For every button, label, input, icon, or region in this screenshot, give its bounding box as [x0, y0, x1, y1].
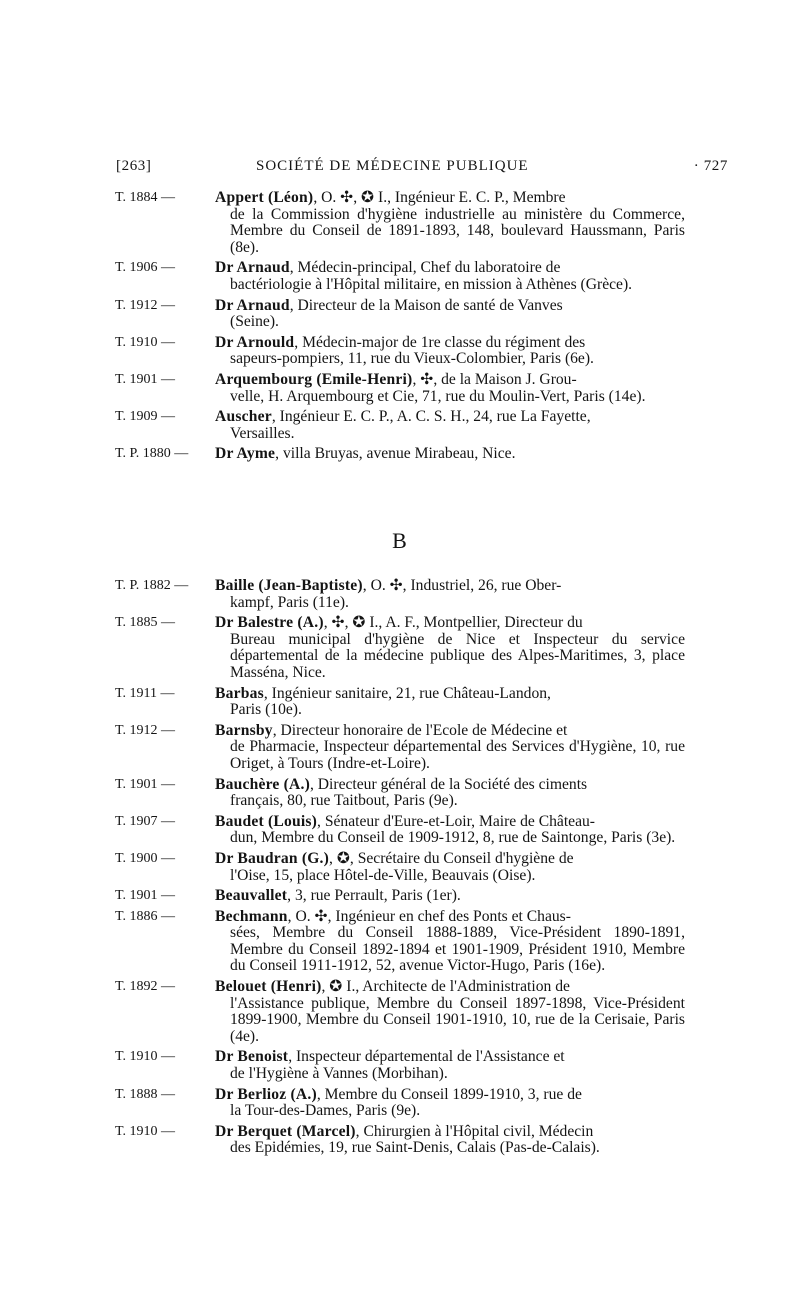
entry-continuation: Versailles. [230, 424, 295, 442]
entry-details: , Directeur de la Maison de santé de Vanves [289, 296, 563, 314]
entry-first-line [215, 1049, 685, 1066]
entry-first-line [215, 979, 685, 996]
member-list-b [115, 578, 685, 1161]
entry-continuation: de la Commission d'hygiène industrielle au ministère du Commerce, Membre du Conseil de 1891-1893, 148, boulevard Haussmann, Paris (8e). [230, 205, 685, 256]
entry-first-line [215, 888, 685, 905]
entry-first-line [215, 578, 685, 595]
entry-first-line [215, 298, 685, 315]
entry-details: , O. ✣, Industriel, 26, rue Ober- [362, 577, 562, 594]
entry-continuation: la Tour-des-Dames, Paris (9e). [230, 1102, 421, 1120]
entry-details: , Ingénieur sanitaire, 21, rue Château-Landon, [263, 684, 551, 702]
entry-first-line [215, 909, 685, 926]
entry-first-line [215, 777, 685, 794]
entry-details: , O. ✣, ✪ I., Ingénieur E. C. P., Membre [313, 189, 566, 206]
entry-details: , 3, rue Perrault, Paris (1er). [287, 887, 461, 905]
member-entry [115, 298, 685, 331]
member-name: Dr Arnaud [215, 296, 290, 314]
membership-code: T. 1910 — [115, 1049, 176, 1065]
membership-code: T. 1901 — [115, 888, 176, 904]
entry-details: , Directeur honoraire de l'Ecole de Médecine et [272, 721, 568, 739]
entry-details: , Inspecteur départemental de l'Assistance et [288, 1048, 565, 1066]
entry-details: , ✣, ✪ I., A. F., Montpellier, Directeur du [323, 614, 583, 632]
member-entry [115, 814, 685, 847]
member-name: Arquembourg (Emile-Henri) [215, 370, 413, 388]
member-entry [115, 578, 685, 611]
entry-first-line [215, 335, 685, 352]
member-name: Dr Benoist [215, 1048, 289, 1066]
entry-continuation: de Pharmacie, Inspecteur départemental des Services d'Hygiène, 10, rue Origet, à Tours (Indre-et-Loire). [230, 738, 685, 772]
membership-code: T. 1901 — [115, 776, 176, 792]
membership-code: T. 1912 — [115, 722, 176, 738]
member-name: Auscher [215, 408, 272, 426]
member-entry [115, 909, 685, 975]
member-name: Dr Balestre (A.) [215, 614, 324, 632]
member-entry [115, 615, 685, 681]
membership-code: T. 1892 — [115, 979, 176, 995]
entry-continuation: sapeurs-pompiers, 11, rue du Vieux-Colombier, Paris (6e). [230, 350, 594, 368]
member-entry [115, 260, 685, 293]
membership-code: T. P. 1880 — [115, 446, 189, 462]
entry-details: , Membre du Conseil 1899-1910, 3, rue de [316, 1085, 582, 1103]
member-name: Dr Berlioz (A.) [215, 1085, 317, 1103]
entry-continuation: l'Oise, 15, place Hôtel-de-Ville, Beauvais (Oise). [230, 866, 536, 884]
entry-details: , ✣, de la Maison J. Grou- [412, 370, 577, 388]
member-entry [115, 190, 685, 256]
membership-code: T. 1900 — [115, 850, 176, 866]
membership-code: T. 1906 — [115, 260, 176, 276]
entry-details: , Médecin-major de 1re classe du régiment des [294, 333, 586, 351]
entry-continuation: dun, Membre du Conseil de 1909-1912, 8, rue de Saintonge, Paris (3e). [230, 829, 676, 847]
member-list-a [115, 190, 685, 467]
entry-details: , O. ✣, Ingénieur en chef des Ponts et Chaus- [287, 907, 571, 925]
member-entry [115, 409, 685, 442]
member-entry [115, 686, 685, 719]
entry-first-line [215, 446, 685, 463]
entry-first-line [215, 190, 685, 207]
entry-continuation: français, 80, rue Taitbout, Paris (9e). [230, 792, 458, 810]
entry-continuation: (Seine). [230, 313, 279, 331]
membership-code: T. 1911 — [115, 685, 175, 701]
entry-continuation: des Epidémies, 19, rue Saint-Denis, Calais (Pas-de-Calais). [230, 1139, 600, 1157]
member-entry [115, 979, 685, 1045]
entry-details: , ✪ I., Architecte de l'Administration de [321, 978, 570, 996]
entry-continuation: Bureau municipal d'hygiène de Nice et Inspecteur du service départemental de la médecine publique des Alpes-Maritimes, 3, place Masséna, Nice. [230, 630, 685, 681]
member-entry [115, 335, 685, 368]
member-name: Dr Arnaud [215, 259, 290, 277]
member-entry [115, 888, 685, 905]
section-letter: B [392, 528, 408, 553]
entry-details: , Médecin-principal, Chef du laboratoire de [289, 259, 561, 277]
entry-continuation: l'Assistance publique, Membre du Conseil 1897-1898, Vice-Président 1899-1900, Membre du Conseil 1901-1910, 10, rue de la Cerisaie, Paris (4e). [230, 994, 685, 1045]
entry-first-line [215, 372, 685, 389]
member-name: Barbas [215, 684, 264, 702]
entry-first-line [215, 723, 685, 740]
member-name: Bauchère (A.) [215, 775, 310, 793]
entry-details: , Chirurgien à l'Hôpital civil, Médecin [355, 1122, 594, 1140]
member-name: Baille (Jean-Baptiste) [215, 577, 363, 594]
entry-first-line [215, 814, 685, 831]
member-entry [115, 777, 685, 810]
member-name: Bechmann [215, 907, 288, 925]
entry-details: , villa Bruyas, avenue Mirabeau, Nice. [275, 445, 516, 463]
membership-code: T. 1901 — [115, 371, 176, 387]
entry-continuation: sées, Membre du Conseil 1888-1889, Vice-Président 1890-1891, Membre du Conseil 1892-1894 et 1901-1909, Président 1910, Membre du Conseil 1911-1912, 52, avenue Victor-Hugo, Paris (16e). [230, 924, 685, 975]
entry-details: , Directeur général de la Société des ciments [310, 775, 588, 793]
entry-first-line [215, 1087, 685, 1104]
member-name: Dr Arnould [215, 333, 295, 351]
membership-code: T. 1912 — [115, 297, 176, 313]
entry-continuation: de l'Hygiène à Vannes (Morbihan). [230, 1065, 448, 1083]
membership-code: T. 1909 — [115, 409, 176, 425]
membership-code: T. 1886 — [115, 908, 176, 924]
entry-details: , ✪, Secrétaire du Conseil d'hygiène de [329, 849, 574, 867]
page-bracket-number: [263] [116, 158, 152, 174]
entry-details: , Sénateur d'Eure-et-Loir, Maire de Château- [317, 812, 595, 830]
member-entry [115, 723, 685, 773]
membership-code: T. 1907 — [115, 813, 176, 829]
entry-continuation: velle, H. Arquembourg et Cie, 71, rue du Moulin-Vert, Paris (14e). [230, 387, 646, 405]
entry-first-line [215, 851, 685, 868]
member-entry [115, 446, 685, 463]
entry-first-line [215, 409, 685, 426]
membership-code: T. 1888 — [115, 1086, 176, 1102]
entry-first-line [215, 260, 685, 277]
entry-continuation: kampf, Paris (11e). [230, 593, 349, 611]
member-entry [115, 1087, 685, 1120]
membership-code: T. 1884 — [115, 190, 176, 205]
entry-first-line [215, 1124, 685, 1141]
member-name: Beauvallet [215, 887, 288, 905]
membership-code: T. P. 1882 — [115, 578, 189, 593]
membership-code: T. 1910 — [115, 1123, 176, 1139]
member-name: Barnsby [215, 721, 273, 739]
member-entry [115, 851, 685, 884]
membership-code: T. 1885 — [115, 615, 176, 631]
entry-first-line [215, 686, 685, 703]
membership-code: T. 1910 — [115, 334, 176, 350]
running-title: SOCIÉTÉ DE MÉDECINE PUBLIQUE [256, 158, 529, 174]
member-name: Dr Ayme [215, 445, 276, 463]
member-name: Dr Baudran (G.) [215, 849, 330, 867]
member-name: Baudet (Louis) [215, 812, 318, 830]
entry-first-line [215, 615, 685, 632]
page-number: · 727 [693, 158, 728, 174]
member-name: Belouet (Henri) [215, 978, 322, 996]
entry-continuation: bactériologie à l'Hôpital militaire, en mission à Athènes (Grèce). [230, 275, 633, 293]
member-entry [115, 1049, 685, 1082]
member-entry [115, 1124, 685, 1157]
entry-continuation: Paris (10e). [230, 701, 302, 719]
member-name: Dr Berquet (Marcel) [215, 1122, 356, 1140]
entry-details: , Ingénieur E. C. P., A. C. S. H., 24, rue La Fayette, [271, 408, 591, 426]
member-name: Appert (Léon) [215, 189, 314, 206]
member-entry [115, 372, 685, 405]
